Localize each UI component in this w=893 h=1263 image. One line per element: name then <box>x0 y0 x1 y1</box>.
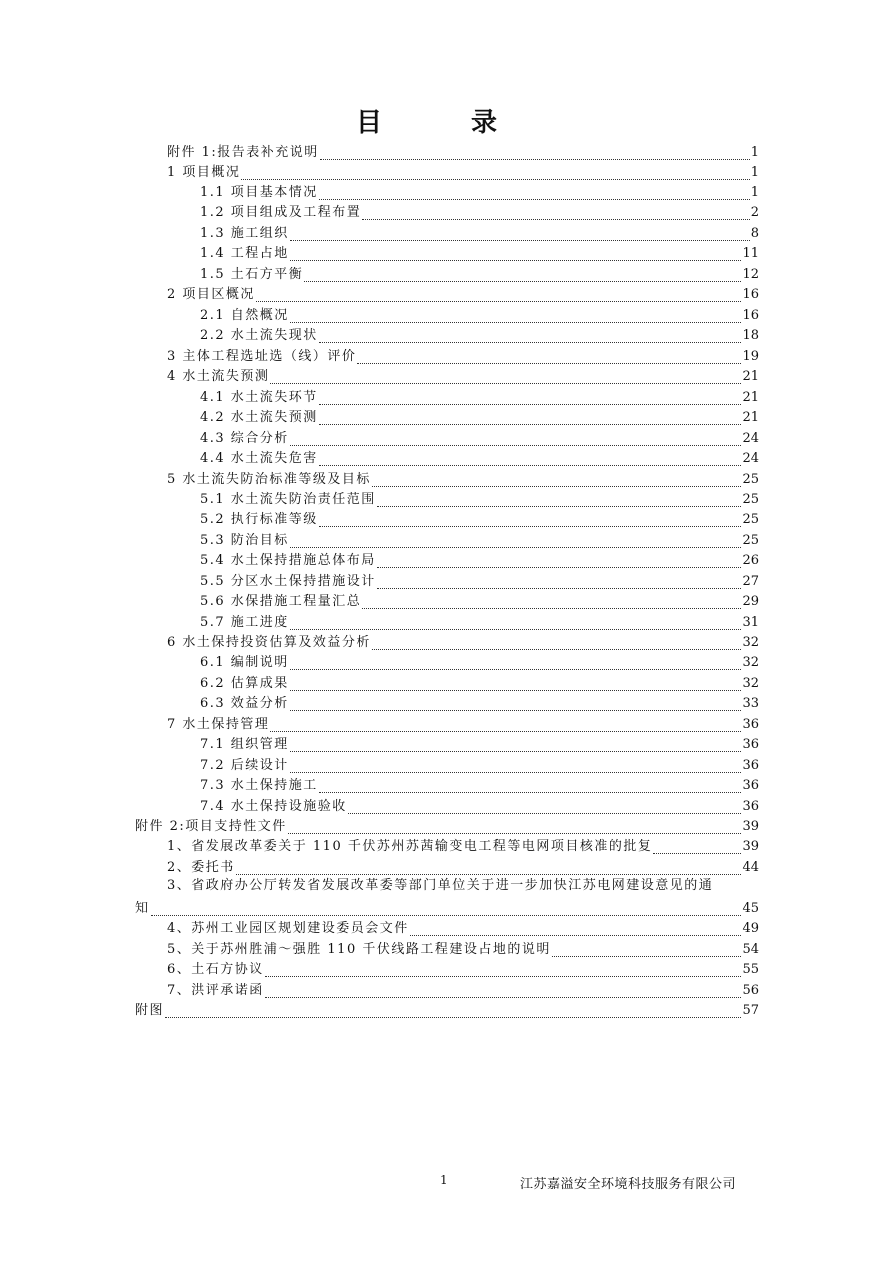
toc-page-number: 21 <box>742 410 759 425</box>
toc-entry[interactable] <box>135 900 759 918</box>
toc-entry[interactable] <box>200 430 759 448</box>
toc-page-number: 27 <box>742 574 759 589</box>
toc-entry-text: 1.5 土石方平衡 <box>200 267 304 282</box>
toc-entry[interactable] <box>200 511 759 529</box>
toc-entry[interactable] <box>200 450 759 468</box>
toc-entry-text: 4.3 综合分析 <box>200 431 289 446</box>
toc-entry-text: 知 <box>135 901 150 916</box>
toc-entry[interactable] <box>200 307 759 325</box>
dot-leader <box>319 393 742 405</box>
dot-leader <box>290 249 742 261</box>
dot-leader <box>362 208 749 220</box>
dot-leader <box>165 1006 741 1018</box>
toc-page-number: 31 <box>742 615 759 630</box>
toc-entry[interactable] <box>167 368 759 386</box>
toc-entry[interactable] <box>200 757 759 775</box>
toc-page-number: 1 <box>750 145 759 160</box>
toc-entry[interactable] <box>167 859 759 877</box>
footer-page-number: 1 <box>440 1173 448 1187</box>
toc-entry-text: 4.1 水土流失环节 <box>200 390 318 405</box>
toc-entry-text: 7.1 组织管理 <box>200 737 289 752</box>
toc-page-number: 11 <box>742 246 759 261</box>
toc-entry-text: 6.2 估算成果 <box>200 676 289 691</box>
toc-page-number: 29 <box>742 594 759 609</box>
toc-entry[interactable] <box>200 491 759 509</box>
toc-page-number: 19 <box>742 349 759 364</box>
dot-leader <box>377 577 742 589</box>
dot-leader <box>320 148 750 160</box>
dot-leader <box>362 597 741 609</box>
toc-page-number: 44 <box>742 860 759 875</box>
toc-entry-text: 1 项目概况 <box>167 165 241 180</box>
toc-page-number: 16 <box>742 308 759 323</box>
toc-page-number: 21 <box>742 369 759 384</box>
dot-leader <box>290 311 742 323</box>
toc-entry-text: 3、省政府办公厅转发省发展改革委等部门单位关于进一步加快江苏电网建设意见的通 <box>167 878 714 893</box>
toc-entry-text: 2 项目区概况 <box>167 287 255 302</box>
toc-page-number: 1 <box>750 165 759 180</box>
toc-entry-text: 5.6 水保措施工程量汇总 <box>200 594 362 609</box>
toc-entry[interactable] <box>200 695 759 713</box>
toc-entry[interactable] <box>167 961 759 979</box>
toc-entry[interactable] <box>167 982 759 1000</box>
toc-entry-text: 7.3 水土保持施工 <box>200 778 318 793</box>
toc-entry-text: 1、省发展改革委关于 110 千伏苏州苏茜输变电工程等电网项目核准的批复 <box>167 839 653 854</box>
dot-leader <box>290 536 742 548</box>
dot-leader <box>290 679 742 691</box>
toc-page-number: 36 <box>742 737 759 752</box>
toc-page-number: 25 <box>742 492 759 507</box>
dot-leader <box>319 781 742 793</box>
toc-entry-text: 5.1 水土流失防治责任范围 <box>200 492 376 507</box>
dot-leader <box>304 270 741 282</box>
toc-entry-text: 附件 1:报告表补充说明 <box>167 145 319 160</box>
toc-entry[interactable] <box>200 654 759 672</box>
toc-page-number: 2 <box>750 205 759 220</box>
toc-entry[interactable] <box>167 941 759 959</box>
page-title: 目 录 <box>355 108 538 138</box>
toc-entry[interactable] <box>200 573 759 591</box>
toc-entry-text: 1.1 项目基本情况 <box>200 185 318 200</box>
dot-leader <box>290 434 742 446</box>
dot-leader <box>236 863 742 875</box>
toc-entry-text: 6.3 效益分析 <box>200 696 289 711</box>
dot-leader <box>290 699 742 711</box>
toc-entry[interactable] <box>200 327 759 345</box>
toc-entry[interactable] <box>200 675 759 693</box>
toc-page-number: 45 <box>742 901 759 916</box>
toc-entry-text: 4、苏州工业园区规划建设委员会文件 <box>167 921 409 936</box>
dot-leader <box>290 229 750 241</box>
toc-page-number: 54 <box>742 942 759 957</box>
toc-page-number: 33 <box>742 696 759 711</box>
dot-leader <box>377 495 742 507</box>
dot-leader <box>265 986 742 998</box>
toc-entry-text: 5、关于苏州胜浦～强胜 110 千伏线路工程建设占地的说明 <box>167 942 551 957</box>
toc-page-number: 24 <box>742 431 759 446</box>
dot-leader <box>319 188 750 200</box>
dot-leader <box>241 168 749 180</box>
toc-entry[interactable] <box>200 409 759 427</box>
toc-entry[interactable] <box>167 634 759 652</box>
toc-page-number: 39 <box>742 819 759 834</box>
toc-entry[interactable] <box>200 225 759 243</box>
toc-entry-text: 4.4 水土流失危害 <box>200 451 318 466</box>
toc-entry-text: 附图 <box>135 1003 165 1018</box>
toc-entry[interactable] <box>200 204 759 222</box>
dot-leader <box>319 413 742 425</box>
toc-page-number: 32 <box>742 655 759 670</box>
toc-page-number: 49 <box>742 921 759 936</box>
dot-leader <box>151 904 742 916</box>
toc-entry[interactable] <box>135 818 759 836</box>
dot-leader <box>270 720 741 732</box>
toc-page-number: 25 <box>742 512 759 527</box>
toc-entry[interactable] <box>200 614 759 632</box>
toc-entry[interactable] <box>200 389 759 407</box>
toc-page-number: 1 <box>750 185 759 200</box>
dot-leader <box>372 638 742 650</box>
toc-entry[interactable] <box>167 920 759 938</box>
dot-leader <box>256 290 742 302</box>
toc-entry[interactable] <box>167 286 759 304</box>
toc-entry[interactable] <box>200 266 759 284</box>
toc-entry-text: 2.2 水土流失现状 <box>200 328 318 343</box>
toc-entry[interactable] <box>167 164 759 182</box>
dot-leader <box>265 965 742 977</box>
toc-page-number: 57 <box>742 1003 759 1018</box>
toc-entry-text: 2.1 自然概况 <box>200 308 289 323</box>
dot-leader <box>653 842 741 854</box>
toc-entry[interactable] <box>200 736 759 754</box>
toc-entry-text: 6.1 编制说明 <box>200 655 289 670</box>
toc-page-number: 25 <box>742 472 759 487</box>
toc-page-number: 12 <box>742 267 759 282</box>
dot-leader <box>319 515 742 527</box>
toc-entry-text: 6、土石方协议 <box>167 962 264 977</box>
footer-company: 江苏嘉溢安全环境科技服务有限公司 <box>520 1177 737 1192</box>
toc-page-number: 56 <box>742 983 759 998</box>
toc-entry[interactable] <box>200 184 759 202</box>
toc-entry-text: 4.2 水土流失预测 <box>200 410 318 425</box>
toc-entry-text: 附件 2:项目支持性文件 <box>135 819 287 834</box>
toc-entry-text: 5 水土流失防治标准等级及目标 <box>167 472 371 487</box>
toc-entry-text: 7.2 后续设计 <box>200 758 289 773</box>
toc-entry[interactable] <box>200 777 759 795</box>
toc-entry-text: 5.7 施工进度 <box>200 615 289 630</box>
toc-entry[interactable] <box>167 144 759 162</box>
toc-page-number: 18 <box>742 328 759 343</box>
toc-page-number: 39 <box>742 839 759 854</box>
toc-entry[interactable] <box>135 1002 759 1020</box>
toc-page-number: 36 <box>742 717 759 732</box>
toc-page-number: 26 <box>742 553 759 568</box>
toc-entry-text: 1.4 工程占地 <box>200 246 289 261</box>
toc-entry-text: 7、洪评承诺函 <box>167 983 264 998</box>
toc-entry-text: 5.5 分区水土保持措施设计 <box>200 574 376 589</box>
toc-entry[interactable] <box>200 593 759 611</box>
toc-entry-text: 7 水土保持管理 <box>167 717 270 732</box>
dot-leader <box>357 352 741 364</box>
toc-entry-text: 4 水土流失预测 <box>167 369 270 384</box>
dot-leader <box>319 454 742 466</box>
toc-entry-text: 1.3 施工组织 <box>200 226 289 241</box>
toc-entry[interactable] <box>167 471 759 489</box>
toc-entry-text: 2、委托书 <box>167 860 235 875</box>
toc-page-number: 8 <box>750 226 759 241</box>
dot-leader <box>377 556 742 568</box>
toc-entry[interactable] <box>200 552 759 570</box>
dot-leader <box>552 945 742 957</box>
toc-page-number: 21 <box>742 390 759 405</box>
dot-leader <box>290 761 742 773</box>
toc-entry-text: 7.4 水土保持设施验收 <box>200 799 347 814</box>
toc-entry-text: 5.3 防治目标 <box>200 533 289 548</box>
toc-entry[interactable] <box>200 532 759 550</box>
toc-entry-text: 5.4 水土保持措施总体布局 <box>200 553 376 568</box>
toc-entry[interactable] <box>167 838 759 856</box>
toc-page-number: 32 <box>742 676 759 691</box>
toc-entry-text: 1.2 项目组成及工程布置 <box>200 205 362 220</box>
toc-page-number: 36 <box>742 778 759 793</box>
dot-leader <box>288 822 742 834</box>
dot-leader <box>290 618 742 630</box>
toc-page-number: 24 <box>742 451 759 466</box>
toc-entry-text: 6 水土保持投资估算及效益分析 <box>167 635 371 650</box>
toc-page-number: 36 <box>742 758 759 773</box>
dot-leader <box>290 658 742 670</box>
toc-entry-text: 3 主体工程选址选（线）评价 <box>167 349 357 364</box>
dot-leader <box>290 740 742 752</box>
toc-entry-text: 5.2 执行标准等级 <box>200 512 318 527</box>
toc-page-number: 32 <box>742 635 759 650</box>
dot-leader <box>270 372 741 384</box>
toc-page-number: 55 <box>742 962 759 977</box>
dot-leader <box>410 924 742 936</box>
dot-leader <box>348 802 742 814</box>
toc-entry[interactable] <box>200 798 759 816</box>
toc-page-number: 16 <box>742 287 759 302</box>
dot-leader <box>319 331 742 343</box>
toc-page-number: 36 <box>742 799 759 814</box>
toc-entry[interactable] <box>200 245 759 263</box>
toc-entry[interactable] <box>167 716 759 734</box>
dot-leader <box>372 475 742 487</box>
toc-page-number: 25 <box>742 533 759 548</box>
toc-entry[interactable] <box>167 348 759 366</box>
